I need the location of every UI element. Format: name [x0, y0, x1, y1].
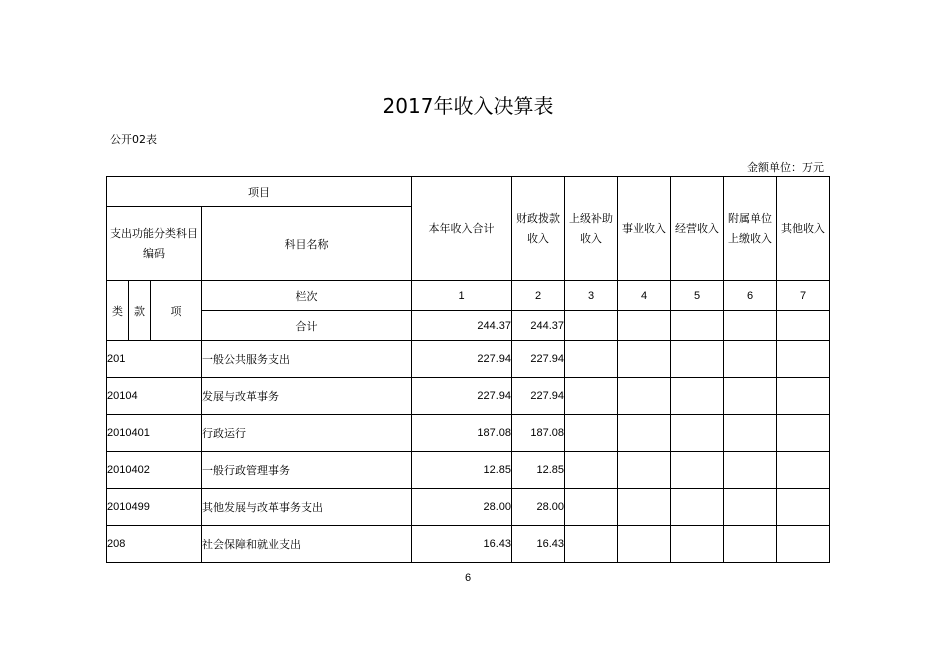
header-subject-name: 科目名称 — [202, 207, 412, 281]
header-xiang: 项 — [151, 281, 202, 341]
empty-cell — [618, 452, 671, 489]
empty-cell — [618, 311, 671, 341]
row-code: 2010499 — [107, 489, 202, 526]
header-upper: 上级补助收入 — [565, 177, 618, 281]
empty-cell — [565, 378, 618, 415]
empty-cell — [724, 378, 777, 415]
empty-cell — [777, 452, 830, 489]
row-code: 2010401 — [107, 415, 202, 452]
header-business: 事业收入 — [618, 177, 671, 281]
empty-cell — [671, 489, 724, 526]
table-row — [107, 526, 830, 563]
col-num-5: 5 — [671, 281, 724, 311]
row-fiscal: 227.94 — [512, 341, 565, 378]
empty-cell — [777, 526, 830, 563]
header-fiscal: 财政拨款收入 — [512, 177, 565, 281]
header-affiliated: 附属单位上缴收入 — [724, 177, 777, 281]
sum-label: 合计 — [202, 311, 412, 341]
empty-cell — [618, 415, 671, 452]
table-row — [107, 415, 830, 452]
header-operating: 经营收入 — [671, 177, 724, 281]
empty-cell — [724, 452, 777, 489]
empty-cell — [777, 311, 830, 341]
row-name: 其他发展与改革事务支出 — [202, 489, 412, 526]
sum-total: 244.37 — [412, 311, 512, 341]
row-fiscal: 187.08 — [512, 415, 565, 452]
empty-cell — [724, 341, 777, 378]
row-code: 2010402 — [107, 452, 202, 489]
empty-cell — [671, 341, 724, 378]
row-fiscal: 28.00 — [512, 489, 565, 526]
empty-cell — [565, 526, 618, 563]
page-title: 2017年收入决算表 — [382, 94, 554, 118]
col-num-3: 3 — [565, 281, 618, 311]
amount-unit: 金额单位：万元 — [747, 161, 824, 174]
header-project: 项目 — [107, 177, 412, 207]
empty-cell — [565, 341, 618, 378]
header-kuan: 款 — [129, 281, 151, 341]
row-fiscal: 227.94 — [512, 378, 565, 415]
empty-cell — [724, 311, 777, 341]
empty-cell — [777, 341, 830, 378]
income-table — [106, 176, 830, 563]
row-code: 201 — [107, 341, 202, 378]
header-func-code: 支出功能分类科目编码 — [107, 207, 202, 281]
row-total: 12.85 — [412, 452, 512, 489]
sum-fiscal: 244.37 — [512, 311, 565, 341]
table-row — [107, 341, 830, 378]
form-number: 公开02表 — [110, 133, 157, 146]
row-fiscal: 12.85 — [512, 452, 565, 489]
row-total: 28.00 — [412, 489, 512, 526]
empty-cell — [618, 526, 671, 563]
row-total: 187.08 — [412, 415, 512, 452]
empty-cell — [724, 489, 777, 526]
empty-cell — [724, 415, 777, 452]
row-name: 社会保障和就业支出 — [202, 526, 412, 563]
empty-cell — [777, 378, 830, 415]
empty-cell — [618, 489, 671, 526]
table-row — [107, 489, 830, 526]
header-lanci: 栏次 — [202, 281, 412, 311]
table-row — [107, 378, 830, 415]
row-total: 227.94 — [412, 341, 512, 378]
empty-cell — [565, 452, 618, 489]
empty-cell — [671, 415, 724, 452]
empty-cell — [671, 526, 724, 563]
header-other: 其他收入 — [777, 177, 830, 281]
empty-cell — [777, 415, 830, 452]
empty-cell — [565, 311, 618, 341]
col-num-7: 7 — [777, 281, 830, 311]
header-lei: 类 — [107, 281, 129, 341]
col-num-4: 4 — [618, 281, 671, 311]
empty-cell — [777, 489, 830, 526]
page-number: 6 — [464, 572, 472, 584]
row-name: 行政运行 — [202, 415, 412, 452]
row-total: 16.43 — [412, 526, 512, 563]
row-fiscal: 16.43 — [512, 526, 565, 563]
row-total: 227.94 — [412, 378, 512, 415]
col-num-1: 1 — [412, 281, 512, 311]
empty-cell — [565, 489, 618, 526]
row-name: 一般公共服务支出 — [202, 341, 412, 378]
col-num-2: 2 — [512, 281, 565, 311]
empty-cell — [671, 452, 724, 489]
row-name: 发展与改革事务 — [202, 378, 412, 415]
empty-cell — [618, 378, 671, 415]
row-code: 20104 — [107, 378, 202, 415]
table-row — [107, 452, 830, 489]
row-name: 一般行政管理事务 — [202, 452, 412, 489]
col-num-6: 6 — [724, 281, 777, 311]
empty-cell — [671, 378, 724, 415]
empty-cell — [671, 311, 724, 341]
empty-cell — [724, 526, 777, 563]
header-total: 本年收入合计 — [412, 177, 512, 281]
row-code: 208 — [107, 526, 202, 563]
empty-cell — [618, 341, 671, 378]
empty-cell — [565, 415, 618, 452]
